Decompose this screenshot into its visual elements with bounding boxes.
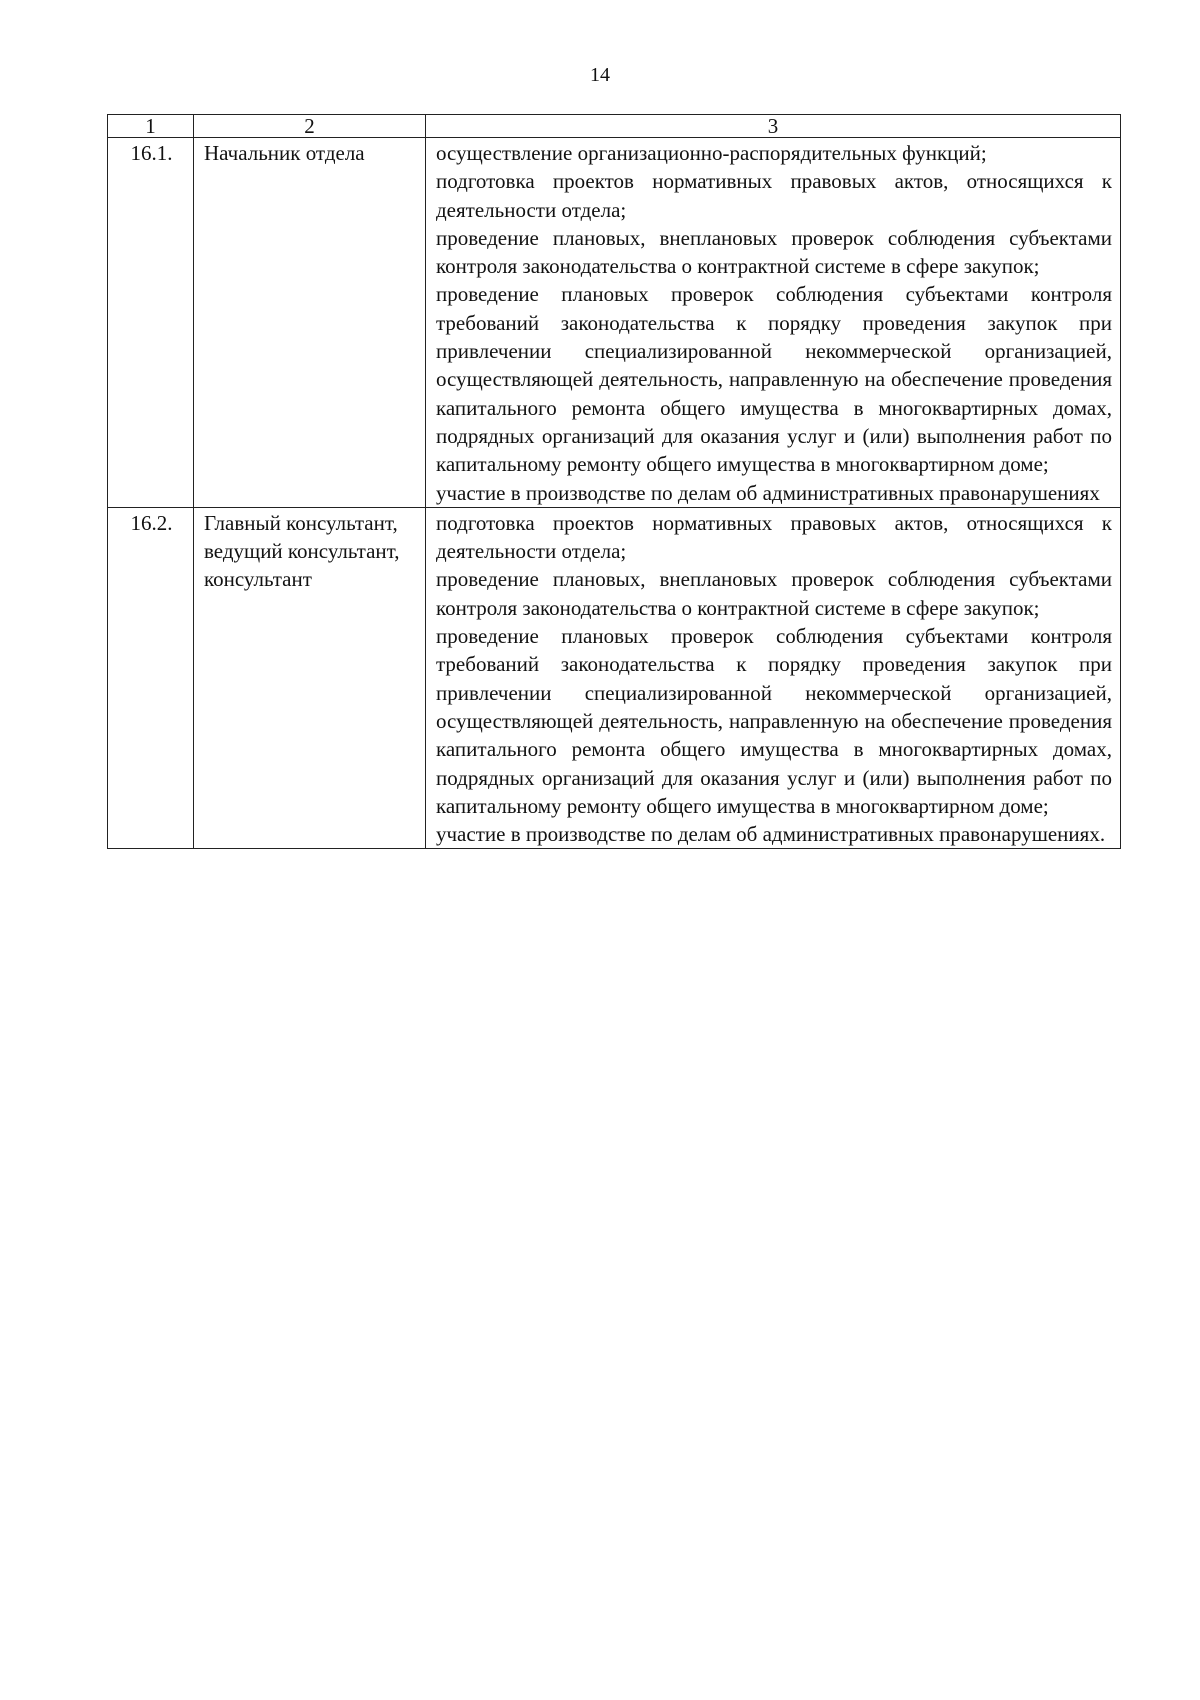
column-header-number: 1 bbox=[108, 115, 194, 138]
page-number: 14 bbox=[590, 64, 610, 86]
table-header-row bbox=[108, 115, 1121, 138]
duty-item: проведение плановых, внеплановых проверок соблюдения субъектами контроля законодательства о контрактной системе в сфере закупок; bbox=[436, 225, 1112, 279]
duty-item: осуществление организационно-распорядительных функций; bbox=[436, 141, 987, 165]
duties-table bbox=[107, 114, 1121, 849]
duties-cell bbox=[426, 138, 1121, 508]
table-row bbox=[108, 507, 1121, 849]
position-title: Главный консультант, ведущий консультант, консультант bbox=[194, 507, 426, 849]
duty-item: участие в производстве по делам об административных правонарушениях. bbox=[436, 822, 1106, 847]
duty-item: проведение плановых проверок соблюдения субъектами контроля требований законодательства к порядку проведения закупок при привлечении специализированной некоммерческой организацией, осуществляющей деятельность, направленную на обеспечение проведения капитального ремонта общего имущества в многоквартирных домах, подрядных организаций для оказания услуг и (или) выполнения работ по капитальному ремонту общего имущества в многоквартирном доме; bbox=[436, 282, 1112, 477]
row-number: 16.2. bbox=[108, 507, 194, 849]
duty-item: подготовка проектов нормативных правовых актов, относящихся к деятельности отдела; bbox=[436, 169, 1112, 222]
row-number: 16.1. bbox=[108, 138, 194, 508]
position-title: Начальник отдела bbox=[194, 138, 426, 508]
duties-cell bbox=[426, 507, 1121, 849]
duty-item: проведение плановых, внеплановых проверок соблюдения субъектами контроля законодательства о контрактной системе в сфере закупок; bbox=[436, 567, 1112, 620]
column-header-duties: 3 bbox=[426, 115, 1121, 138]
duty-item: проведение плановых проверок соблюдения субъектами контроля требований законодательства к порядку проведения закупок при привлечении специализированной некоммерческой организацией, осуществляющей деятельность, направленную на обеспечение проведения капитального ремонта общего имущества в многоквартирных домах, подрядных организаций для оказания услуг и (или) выполнения работ по капитальному ремонту общего имущества в многоквартирном доме; bbox=[436, 624, 1112, 818]
duty-item: участие в производстве по делам об административных правонарушениях bbox=[436, 480, 1100, 505]
column-header-position: 2 bbox=[194, 115, 426, 138]
table-row bbox=[108, 138, 1121, 508]
duty-item: подготовка проектов нормативных правовых актов, относящихся к деятельности отдела; bbox=[436, 510, 1112, 564]
